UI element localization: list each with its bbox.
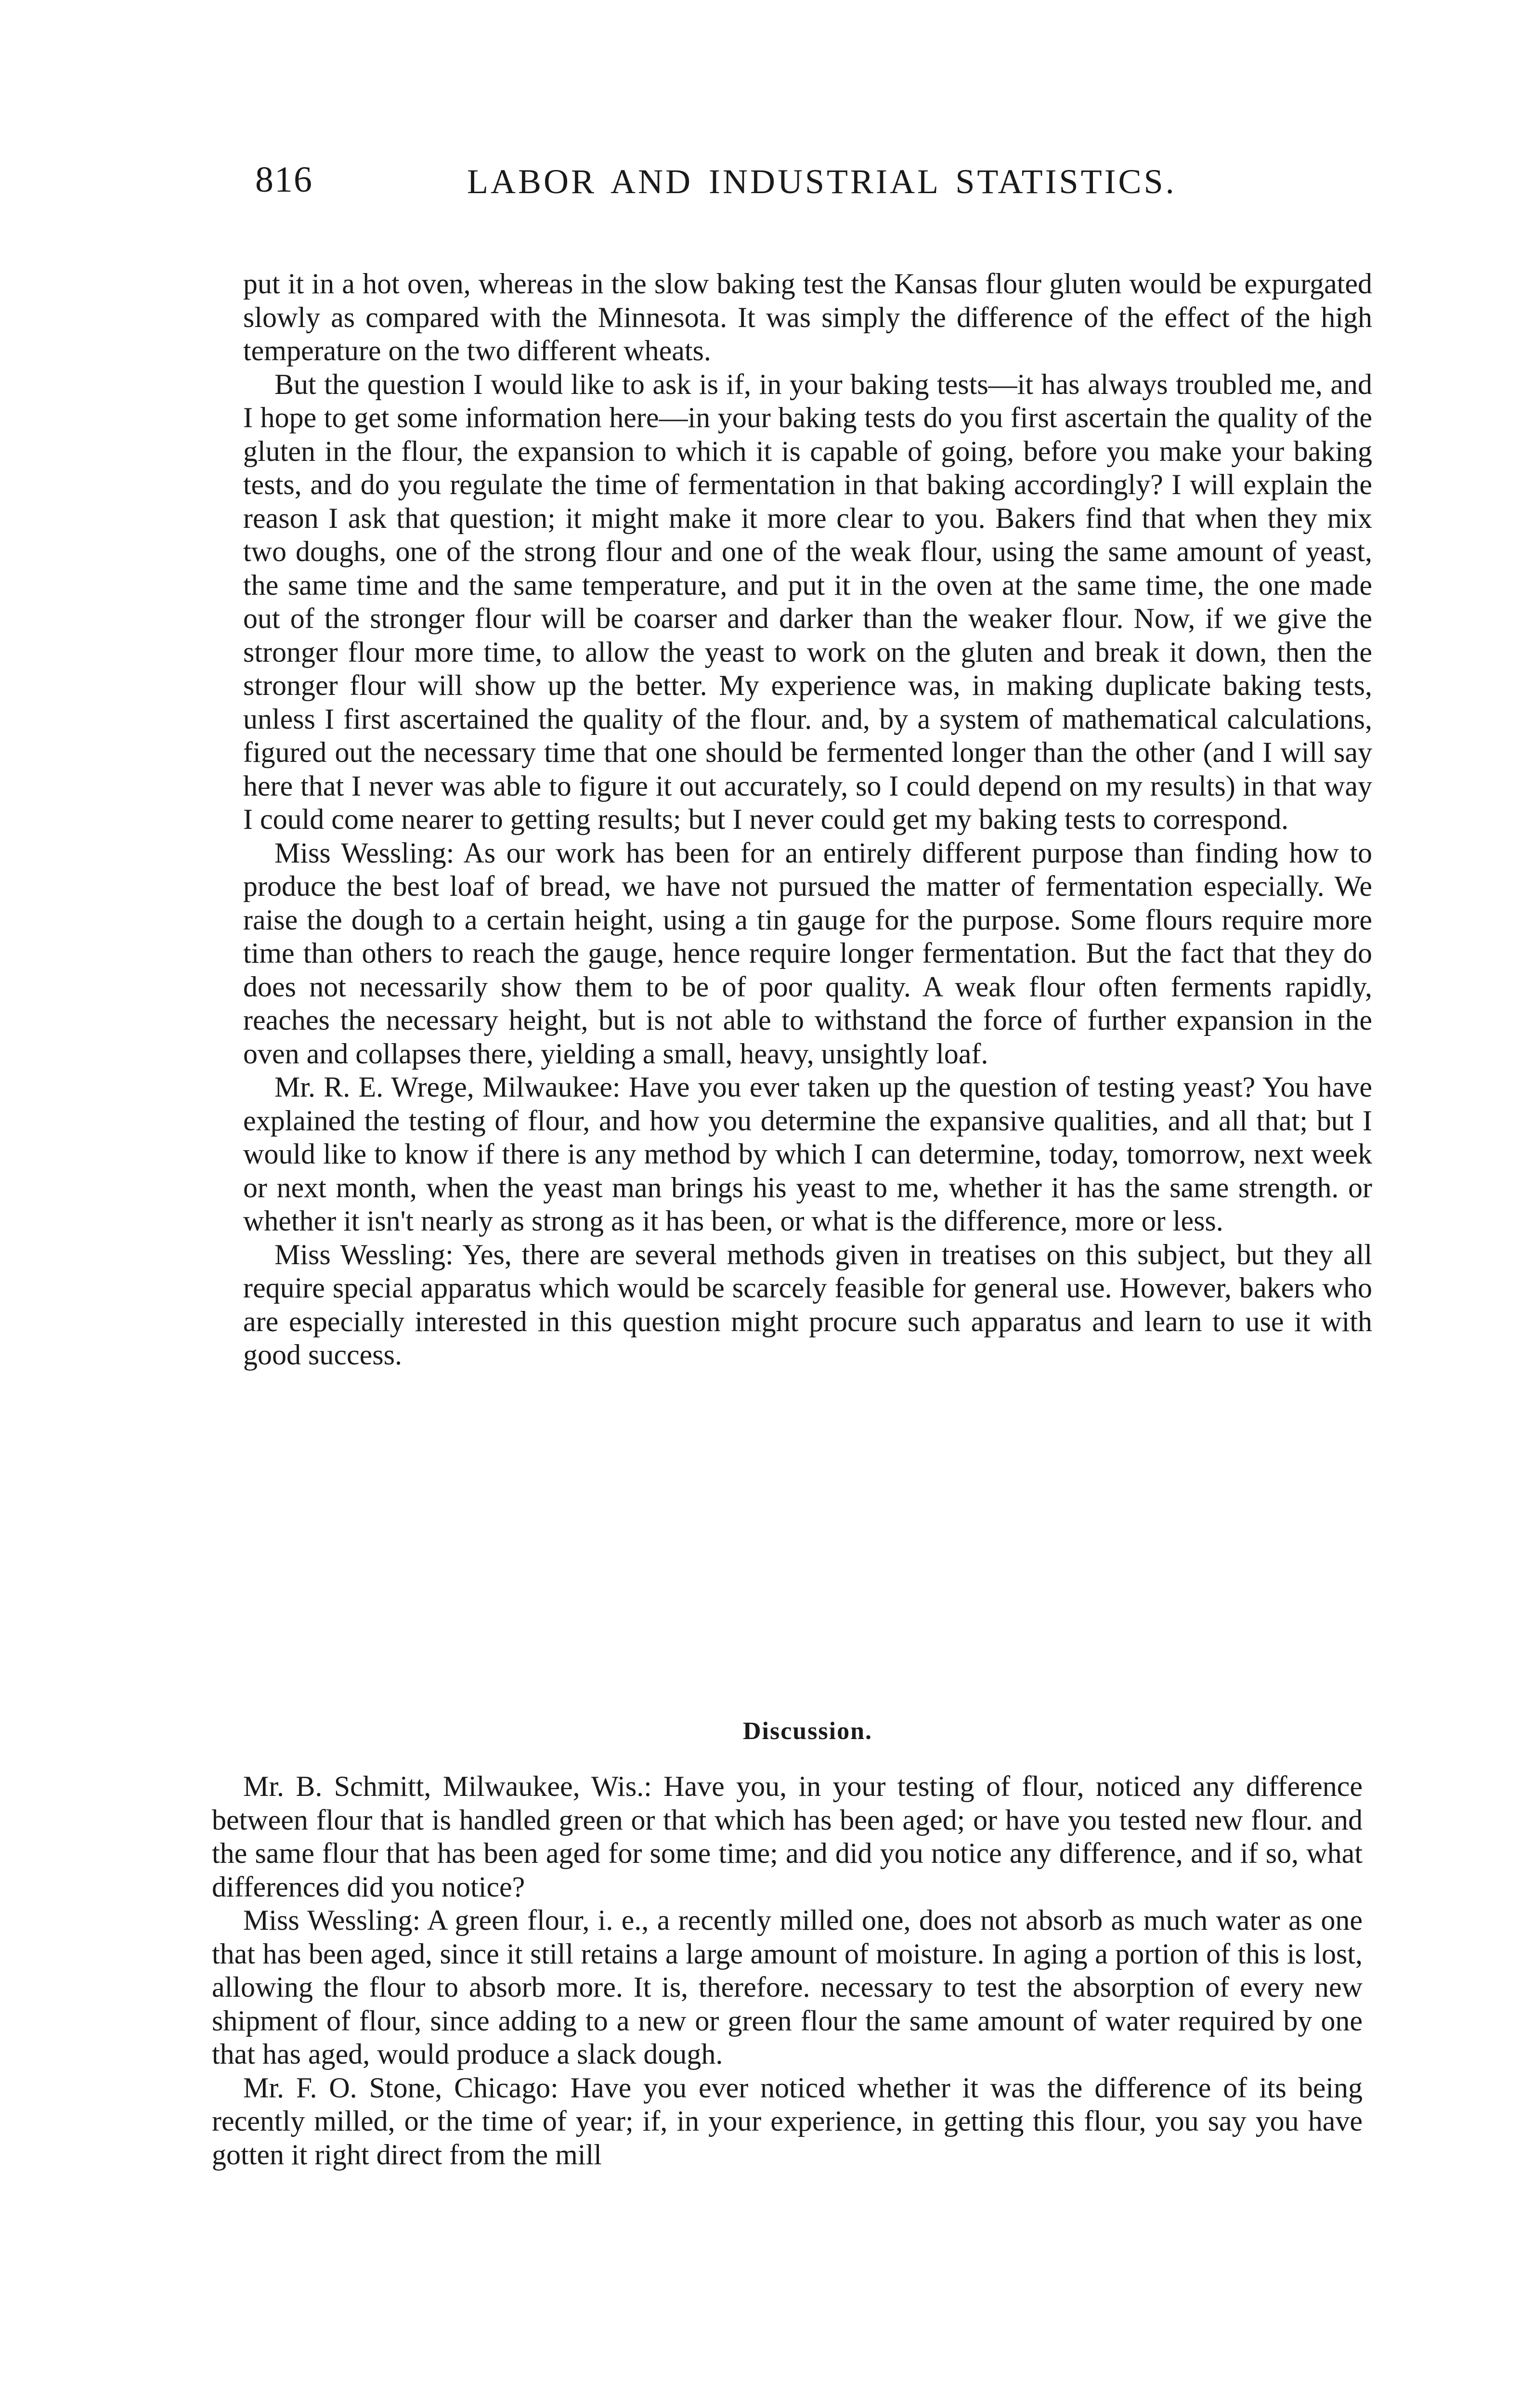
paragraph-wessling-green-flour: Miss Wessling: A green flour, i. e., a recently milled one, does not absorb as much water as one that has been aged, since it still retains a large amount of moisture. In aging a portion of this is lost, allowing the flour to absorb more. It is, therefore. necessary to test the absorption of every new shipment of flour, since adding to a new or green flour the same amount of water required by one that has aged, would produce a slack dough. xyxy=(212,1904,1363,2070)
body-text-upper xyxy=(243,267,1372,1372)
paragraph-question-baking-tests: But the question I would like to ask is if, in your baking tests—it has always troubled me, and I hope to get some information here—in your baking tests do you first ascertain the quality of the gluten in the flour, the expansion to which it is capable of going, before you make your baking tests, and do you regulate the time of fermentation in that baking accordingly? I will explain the reason I ask that question; it might make it more clear to you. Bakers find that when they mix two doughs, one of the strong flour and one of the weak flour, using the same amount of yeast, the same time and the same temperature, and put it in the oven at the same time, the one made out of the stronger flour will be coarser and darker than the weaker flour. Now, if we give the stronger flour more time, to allow the yeast to work on the gluten and break it down, then the stronger flour will show up the better. My experience was, in making duplicate baking tests, unless I first ascertained the quality of the flour. and, by a system of mathematical calculations, figured out the necessary time that one should be fermented longer than the other (and I will say here that I never was able to figure it out accurately, so I could depend on my results) in that way I could come nearer to getting results; but I never could get my baking tests to correspond. xyxy=(243,368,1372,835)
paragraph-wessling-fermentation: Miss Wessling: As our work has been for an entirely different purpose than finding how to produce the best loaf of bread, we have not pursued the matter of fermentation especially. We raise the dough to a certain height, using a tin gauge for the purpose. Some flours require more time than others to reach the gauge, hence require longer fermentation. But the fact that they do does not necessarily show them to be of poor quality. A weak flour often ferments rapidly, reaches the necessary height, but is not able to withstand the force of further expansion in the oven and collapses there, yielding a small, heavy, unsightly loaf. xyxy=(243,837,1372,1070)
section-heading: Discussion. xyxy=(742,1717,873,1745)
paragraph-schmitt-question: Mr. B. Schmitt, Milwaukee, Wis.: Have you, in your testing of flour, noticed any difference between flour that is handled green or that which has been aged; or have you tested new flour. and the same flour that has been aged for some time; and did you notice any difference, and if so, what differences did you notice? xyxy=(212,1770,1363,1903)
paragraph-wrege-yeast: Mr. R. E. Wrege, Milwaukee: Have you ever taken up the question of testing yeast? You have explained the testing of flour, and how you determine the expansive qualities, and all that; but I would like to know if there is any method by which I can determine, today, tomorrow, next week or next month, when the yeast man brings his yeast to me, whether it has the same strength. or whether it isn't nearly as strong as it has been, or what is the difference, more or less. xyxy=(243,1071,1372,1237)
running-head xyxy=(255,159,1363,207)
paragraph-stone-question: Mr. F. O. Stone, Chicago: Have you ever noticed whether it was the difference of its being recently milled, or the time of year; if, in your experience, in getting this flour, you say you have gotten it right direct from the mill xyxy=(212,2071,1363,2171)
page-number: 816 xyxy=(255,159,313,200)
running-title: LABOR AND INDUSTRIAL STATISTICS. xyxy=(467,162,1177,201)
paragraph-continuation: put it in a hot oven, whereas in the slow baking test the Kansas flour gluten would be expurgated slowly as compared with the Minnesota. It was simply the difference of the effect of the high temperature on the two different wheats. xyxy=(243,268,1372,366)
body-text-lower xyxy=(212,1770,1363,2172)
paragraph-wessling-methods: Miss Wessling: Yes, there are several methods given in treatises on this subject, but they all require special apparatus which would be scarcely feasible for general use. However, bakers who are especially interested in this question might procure such apparatus and learn to use it with good success. xyxy=(243,1238,1372,1371)
